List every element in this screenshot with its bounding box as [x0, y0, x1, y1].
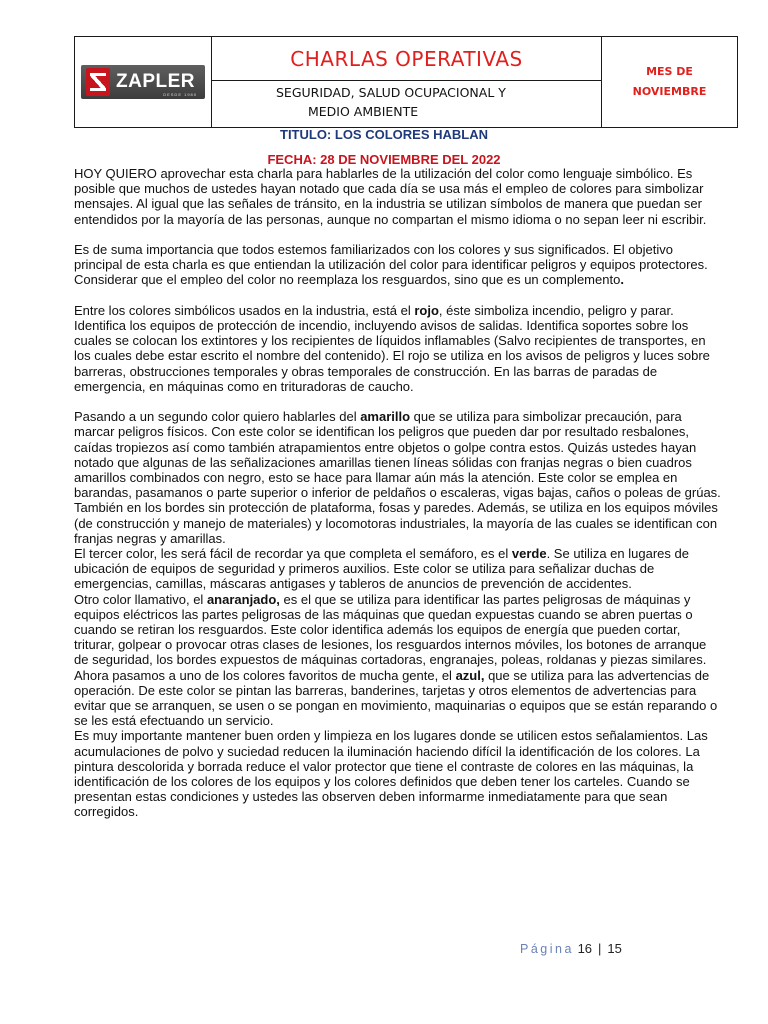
color-name-yellow: amarillo [360, 409, 411, 425]
paragraph-red [74, 303, 724, 394]
paragraph-red-lead: Entre los colores simbólicos usados en la industria, está el [74, 302, 415, 318]
subtitle-line-2: MEDIO AMBIENTE [308, 104, 419, 119]
month-line-1: MES DE [646, 65, 693, 78]
paragraph-importance [74, 242, 724, 288]
header-center-cell [212, 37, 602, 127]
document-body [74, 166, 724, 820]
paragraph-green-rest: . Se utiliza en lugares de ubicación de equipos de seguridad y primeros auxilios. Este color se utiliza para señalizar duchas de emergencias, camillas, máscaras antigases y tableros de anuncios de prevención de accidentes. [74, 546, 689, 592]
talk-title: TITULO: LOS COLORES HABLAN [280, 127, 488, 142]
document-series-title: CHARLAS OPERATIVAS [212, 37, 601, 81]
color-name-blue: azul, [455, 667, 485, 683]
page-total: 15 [607, 941, 622, 956]
paragraph-yellow [74, 409, 724, 546]
page-label: Página [520, 942, 574, 956]
subtitle-line-1: SEGURIDAD, SALUD OCUPACIONAL Y [276, 85, 506, 100]
paragraph-red-rest: , éste simboliza incendio, peligro y parar. Identifica los equipos de protección de incendio, incluyendo avisos de salidas. Identifica soportes sobre los cuales se colocan los extintores y los recipientes de líquidos inflamables (Salvo recipientes de transportes, en los cuales debe estar escrito el nombre del contenido). El rojo se utiliza en los avisos de peligros y luces sobre barreras, obstrucciones temporales y obras temporales de construcción. En las barras de paradas de emergencia, en máquinas como en trituradoras de caucho. [74, 302, 710, 394]
header-table [74, 36, 738, 128]
paragraph-orange-lead: Otro color llamativo, el [74, 591, 207, 607]
month-label [633, 62, 707, 102]
paragraph-closing: Es muy importante mantener buen orden y limpieza en los lugares donde se utilicen estos señalamientos. Las acumulaciones de polvo y suciedad reducen la iluminación haciendo difícil la identificación de los colores. La pintura descolorida y borrada reduce el valor protector que tiene el contraste de colores en las máquinas, la identificación de los colores de los equipos y los colores definidos que deben tener los carteles. Cuando se presentan estas condiciones y ustedes las observen deben informarme inmediatamente para que sean corregidos. [74, 728, 708, 820]
paragraph-orange [74, 592, 724, 668]
month-line-2: NOVIEMBRE [632, 85, 707, 98]
paragraph-blue-lead: Ahora pasamos a uno de los colores favoritos de mucha gente, el [74, 667, 456, 683]
header-month-cell [602, 37, 737, 127]
page-number: 16 [577, 941, 593, 956]
paragraph-orange-rest: es el que se utiliza para identificar las partes peligrosas de máquinas y equipos eléctricos las partes peligrosas de las máquinas que quedan expuestas cuando se abren puertas o cuando se retiran los resguardos. Este color identifica además los equipos de energía que pueden cortar, triturar, golpear o provocar otras clases de lesiones, los resguardos internos móviles, los botones de arranque de seguridad, los bordes expuestos de máquinas cortadoras, engranajes, poleas, roldanas y piezas similares. [74, 591, 707, 668]
logo-tagline: DESDE 1980 [163, 92, 197, 97]
paragraph-intro: HOY QUIERO aprovechar esta charla para hablarles de la utilización del color como lenguaje simbólico. Es posible que muchos de ustedes hayan notado que cada día se usa más el empleo de colores para simbolizar mensajes. Al igual que las señales de tránsito, en la industria se utilizan símbolos de manera que puedan ser entendidos por la mayoría de las personas, aunque no compartan el mismo idioma o no sepan leer ni escribir. [74, 166, 707, 227]
logo-text: ZAPLER [116, 71, 195, 92]
color-name-green: verde [511, 546, 547, 562]
page-separator: | [598, 941, 602, 956]
paragraph-blue [74, 668, 724, 729]
talk-date: FECHA: 28 DE NOVIEMBRE DEL 2022 [267, 152, 501, 167]
zapler-logo [81, 65, 205, 99]
color-name-orange: anaranjado, [206, 591, 280, 607]
paragraph-yellow-rest: que se utiliza para simbolizar precaución, para marcar peligros físicos. Con este color se identifican los peligros que pueden dar por resultado resbalones, caídas tropiezos así como también atrapamientos entre objetos o golpe contra estos. Quizás ustedes hayan notado que algunas de las señalizaciones amarillas tienen líneas sólidas con franjas negras o bien cuadros amarillos combinados con negro, esto se hace para llamar aún más la atención. Este color se emplea en barandas, pasamanos o parte superior o inferior de peldaños o escaleras, vigas bajas, caños o poleas de grúas. También en los bordes sin protección de plataforma, fosas y paredes. Además, se utiliza en los equipos móviles (de construcción y manejo de materiales) y locomotoras industriales, la mayoría de las cuales se identifican con franjas negras y amarillas. [74, 409, 721, 546]
paragraph-yellow-lead: Pasando a un segundo color quiero hablarles del [74, 409, 361, 425]
page-footer [520, 941, 720, 956]
document-series-subtitle [276, 83, 576, 121]
color-name-red: rojo [414, 302, 439, 318]
paragraph-green-lead: El tercer color, les será fácil de recordar ya que completa el semáforo, es el [74, 546, 512, 562]
paragraph-blue-rest: que se utiliza para las advertencias de operación. De este color se pintan las barreras, banderines, tarjetas y otros elementos de advertencias para evitar que se arranquen, se usen o se pongan en movimiento, maquinarias o equipos que se están reparando o se les está efectuando un servicio. [74, 667, 718, 729]
paragraph-importance-end: . [620, 272, 624, 288]
paragraph-green [74, 546, 724, 592]
zapler-logo-icon [86, 68, 110, 96]
paragraph-importance-text: Es de suma importancia que todos estemos familiarizados con los colores y sus significados. El objetivo principal de esta charla es que entiendan la utilización del color para identificar peligros y equipos protectores. Considerar que el empleo del color no reemplaza los resguardos, sino que es un complemento [74, 242, 708, 288]
logo-cell [75, 37, 212, 127]
